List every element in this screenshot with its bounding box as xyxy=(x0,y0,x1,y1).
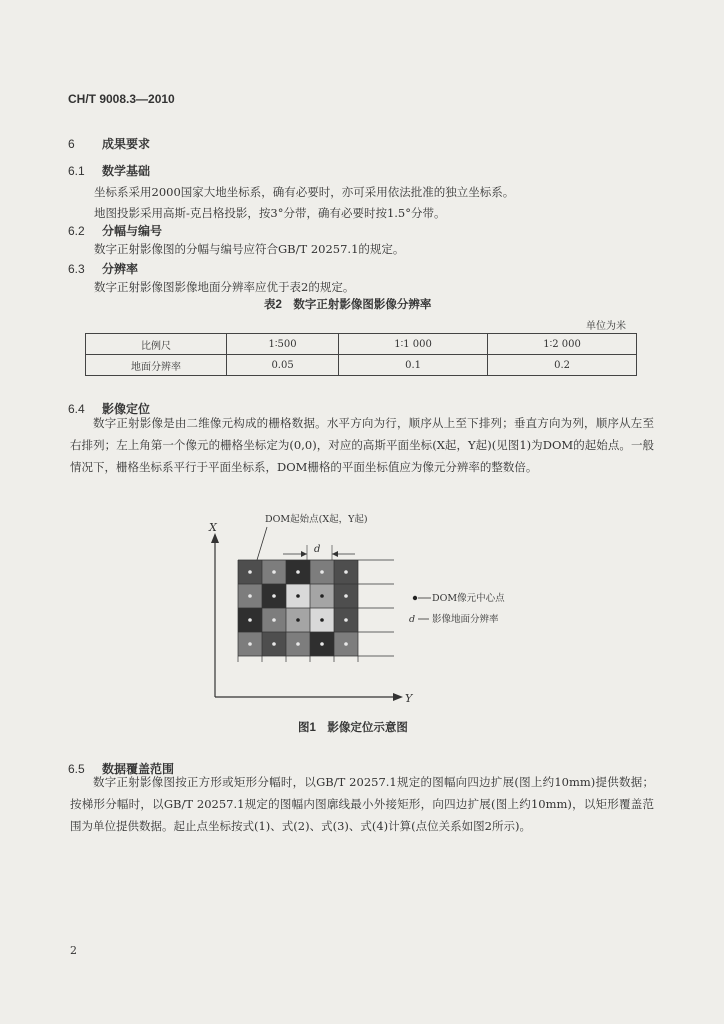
section-6-5-paragraph: 数字正射影像图按正方形或矩形分幅时，以GB/T 20257.1规定的图幅向四边扩展(图上约10mm)提供数据；按梯形分幅时，以GB/T 20257.1规定的图幅内图廓线最小外接矩形，向四边扩展(图上约10mm)，以矩形覆盖范围为单位提供数据。起止点坐标按式(1)、式(2)、式(3)、式(4)计算(点位关系如图2所示)。 xyxy=(70,775,654,833)
page-number: 2 xyxy=(70,944,77,957)
table-cell: 1∶1 000 xyxy=(339,334,488,355)
section-number: 6.2 xyxy=(68,224,85,238)
table-2-caption: 表2 数字正射影像图影像分辨率 xyxy=(264,299,432,311)
d-arrow-left xyxy=(301,551,307,557)
table-cell: 1∶2 000 xyxy=(488,334,637,355)
pixel-center-dot xyxy=(344,618,348,622)
legend-d-symbol: d xyxy=(409,614,416,625)
pixel-grid xyxy=(238,560,394,662)
section-number: 6.5 xyxy=(68,762,85,776)
y-axis-label: Y xyxy=(405,692,413,705)
pixel-center-dot xyxy=(248,594,252,598)
section-6-1-heading xyxy=(68,162,150,179)
section-6-2-heading xyxy=(68,222,162,239)
pixel-center-dot xyxy=(344,594,348,598)
table-cell: 0.2 xyxy=(488,355,637,376)
table-2-unit: 单位为米 xyxy=(586,321,626,332)
pixel-center-dot xyxy=(248,618,252,622)
section-6-4-paragraph: 数字正射影像是由二维像元构成的栅格数据。水平方向为行，顺序从上至下排列；垂直方向为列，顺序从左至右排列；左上角第一个像元的栅格坐标定为(0,0)，对应的高斯平面坐标(X起，Y起)(见图1)为DOM的起始点。一般情况下，栅格坐标系平行于平面坐标系，DOM栅格的平面坐标值应为像元分辨率的整数倍。 xyxy=(70,416,654,474)
legend-dot-icon xyxy=(413,596,417,600)
legend-center-point: DOM像元中心点 xyxy=(432,593,505,604)
x-axis-arrow xyxy=(211,533,219,543)
section-title: 分幅与编号 xyxy=(102,224,163,238)
table-cell: 1∶500 xyxy=(227,334,339,355)
standard-header: CH/T 9008.3—2010 xyxy=(68,92,175,106)
pixel-center-dot xyxy=(296,594,300,598)
pixel-center-dot xyxy=(272,618,276,622)
origin-label: DOM起始点(X起，Y起) xyxy=(265,514,368,525)
section-number: 6.4 xyxy=(68,402,85,416)
section-title: 数据覆盖范围 xyxy=(102,762,175,776)
pixel-center-dot xyxy=(344,642,348,646)
y-axis-arrow xyxy=(393,693,403,701)
d-label: d xyxy=(314,544,321,555)
section-number: 6 xyxy=(68,137,75,151)
pixel-center-dot xyxy=(248,642,252,646)
origin-leader xyxy=(257,527,267,560)
section-6-1-line-2: 地图投影采用高斯-克吕格投影，按3°分带，确有必要时按1.5°分带。 xyxy=(94,206,446,220)
pixel-center-dot xyxy=(320,618,324,622)
pixel-center-dot xyxy=(248,570,252,574)
section-title: 影像定位 xyxy=(102,402,151,416)
section-6-heading xyxy=(68,135,150,152)
d-arrow-right xyxy=(332,551,338,557)
figure-1-diagram xyxy=(195,505,575,740)
table-cell: 0.1 xyxy=(339,355,488,376)
table-row xyxy=(86,334,637,355)
table-cell: 0.05 xyxy=(227,355,339,376)
pixel-center-dot xyxy=(320,570,324,574)
pixel-center-dot xyxy=(320,642,324,646)
x-axis-label: X xyxy=(209,521,217,534)
figure-1-caption: 图1 影像定位示意图 xyxy=(298,722,408,734)
resolution-table xyxy=(85,333,637,376)
section-6-3-heading xyxy=(68,260,138,277)
table-cell: 比例尺 xyxy=(86,334,227,355)
table-cell: 地面分辨率 xyxy=(86,355,227,376)
pixel-center-dot xyxy=(344,570,348,574)
legend-resolution: 影像地面分辨率 xyxy=(432,614,499,625)
pixel-center-dot xyxy=(296,570,300,574)
section-title: 分辨率 xyxy=(102,262,139,276)
section-6-3-line-1: 数字正射影像图影像地面分辨率应优于表2的规定。 xyxy=(94,280,355,294)
section-number: 6.1 xyxy=(68,164,85,178)
pixel-center-dot xyxy=(296,618,300,622)
pixel-center-dot xyxy=(272,642,276,646)
section-title: 成果要求 xyxy=(102,137,151,151)
table-row xyxy=(86,355,637,376)
pixel-center-dot xyxy=(320,594,324,598)
pixel-center-dot xyxy=(296,642,300,646)
pixel-center-dot xyxy=(272,594,276,598)
section-6-2-line-1: 数字正射影像图的分幅与编号应符合GB/T 20257.1的规定。 xyxy=(94,242,405,256)
section-title: 数学基础 xyxy=(102,164,151,178)
pixel-center-dot xyxy=(272,570,276,574)
section-6-1-line-1: 坐标系采用2000国家大地坐标系，确有必要时，亦可采用依法批准的独立坐标系。 xyxy=(94,185,515,199)
section-number: 6.3 xyxy=(68,262,85,276)
